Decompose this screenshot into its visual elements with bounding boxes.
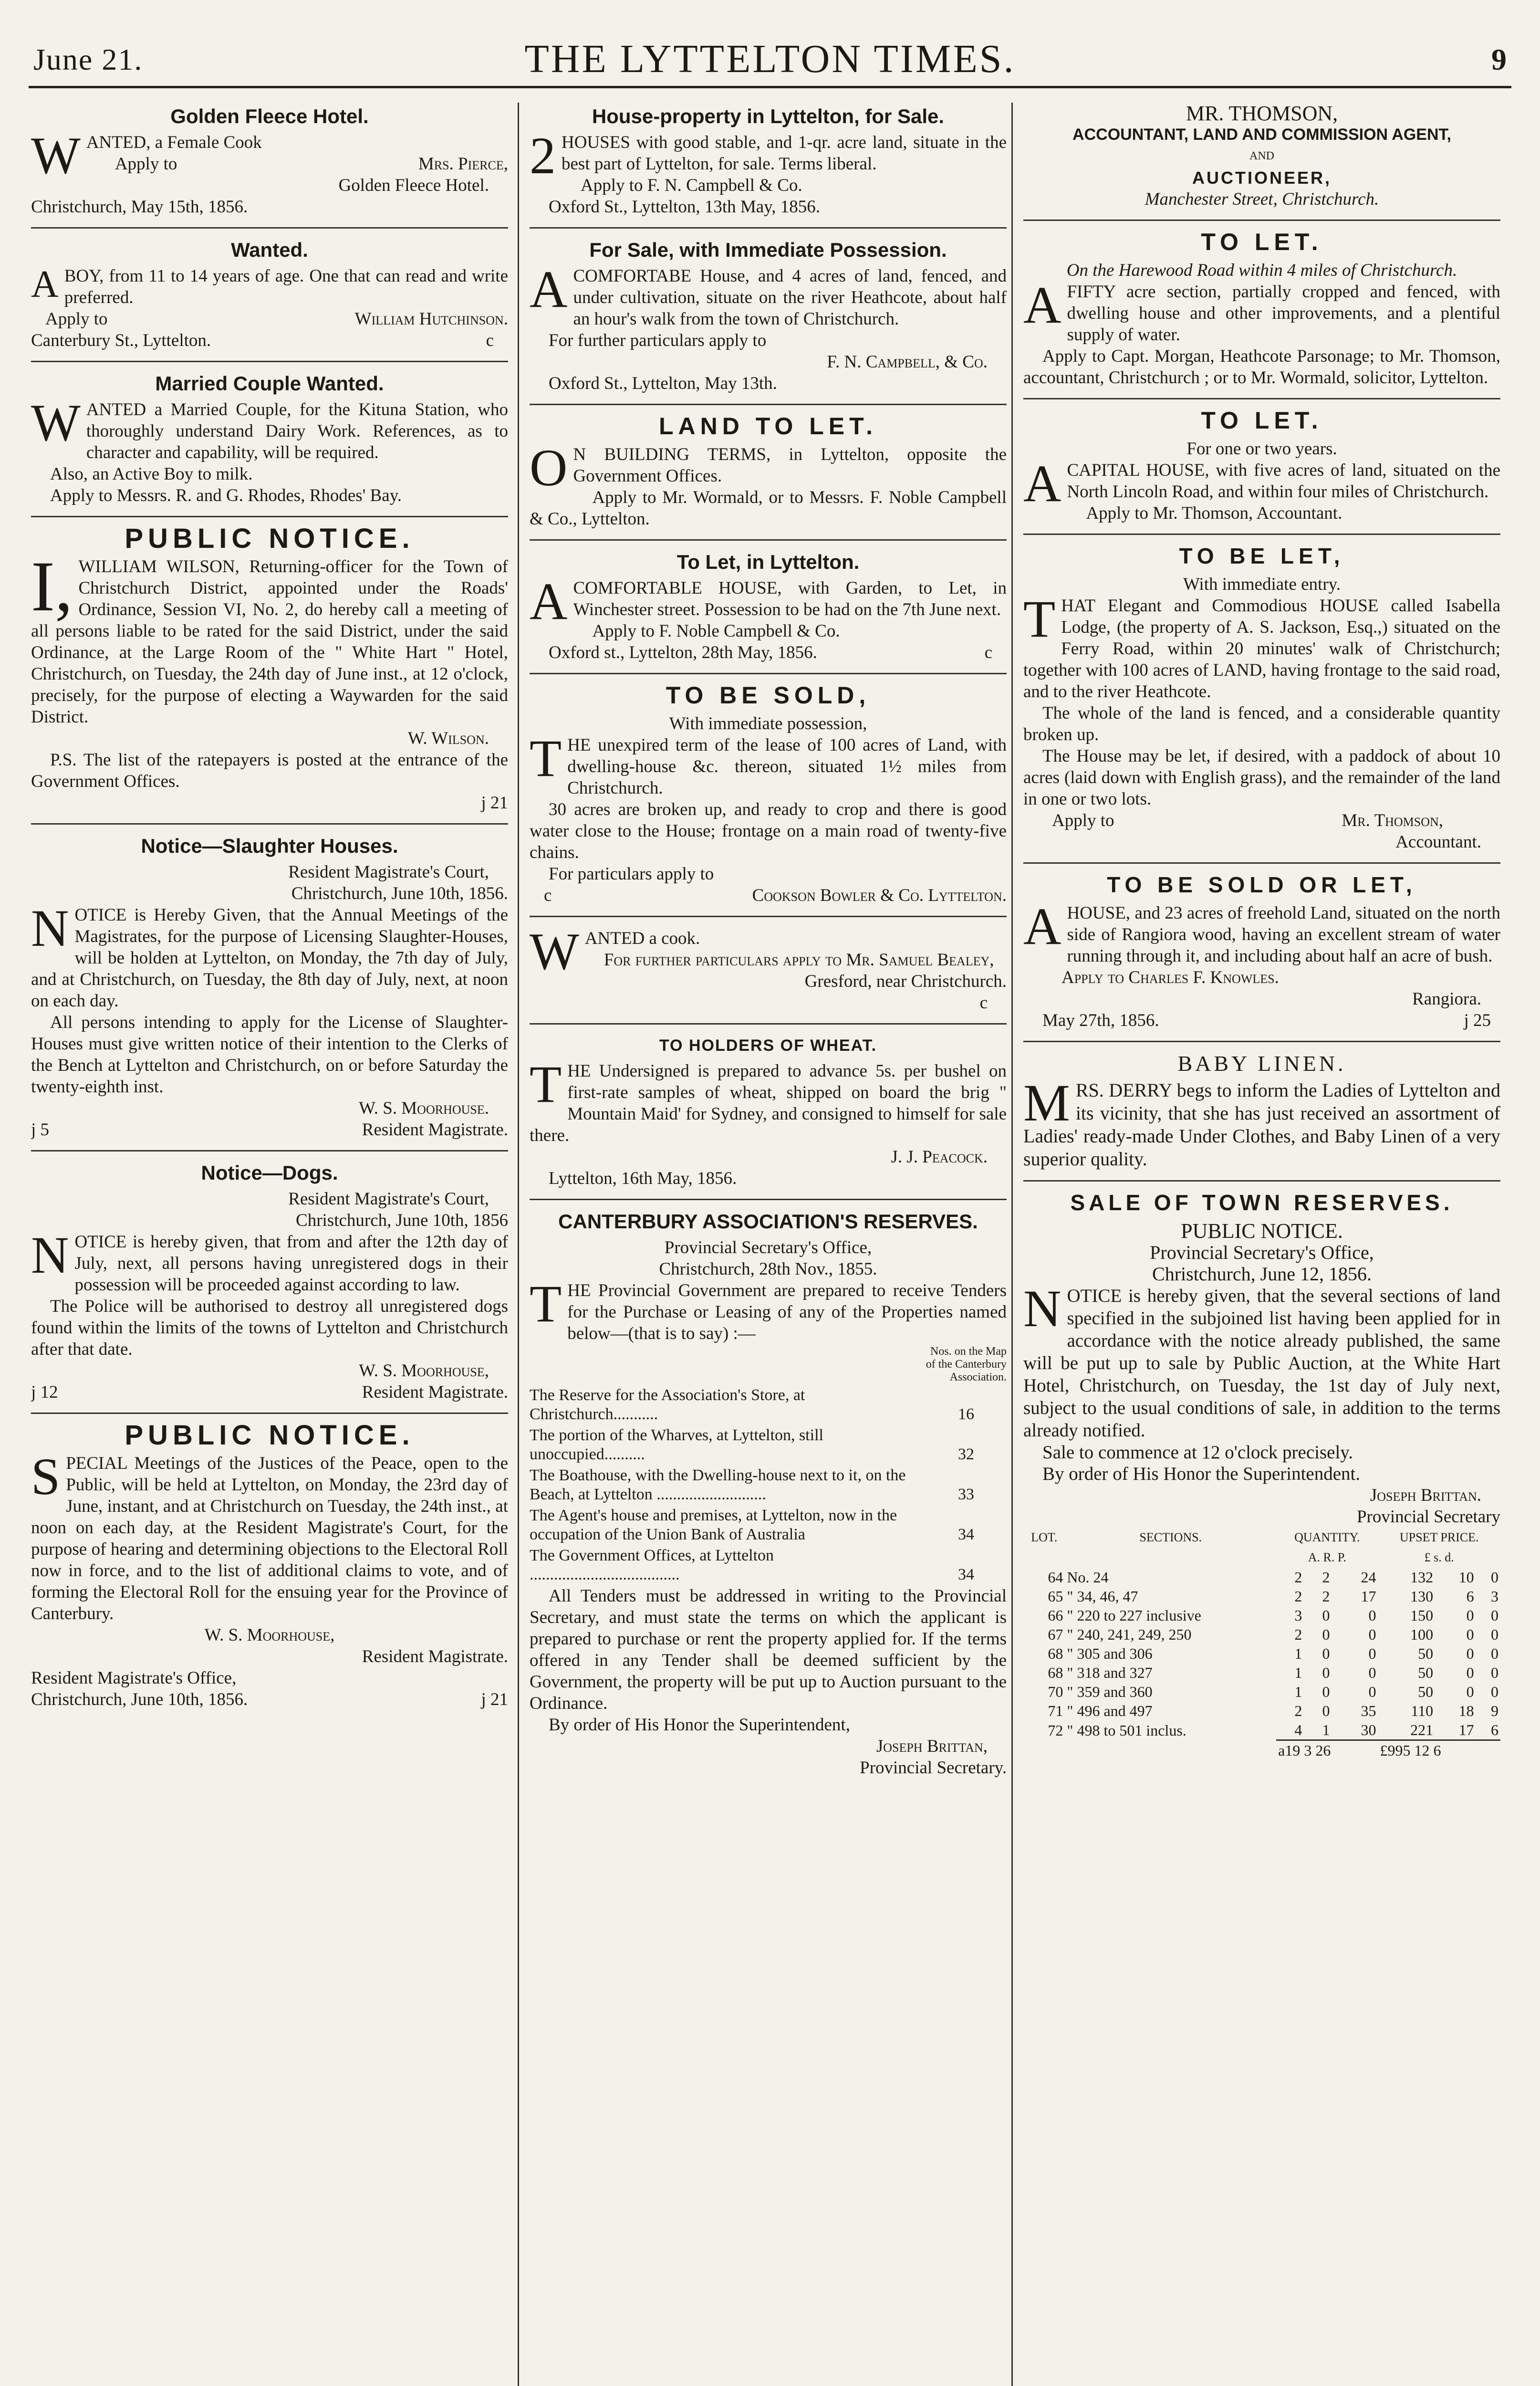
lot-d: 0: [1491, 1683, 1498, 1700]
lot-r: 2: [1322, 1588, 1330, 1605]
lot-sections: " 305 and 306: [1067, 1645, 1153, 1662]
apply-text: Apply to F. Noble Campbell & Co.: [592, 621, 840, 641]
mark: c: [979, 993, 988, 1013]
apply-text: Apply to Mr. Wormald, or to Messrs. F. Noble Campbell & Co., Lyttelton.: [530, 488, 1007, 529]
ad-body: 30 acres are broken up, and ready to crop and there is good water close to the House; frontage on a main road of twenty-five chains.: [530, 800, 1007, 862]
newspaper-title: THE LYTTELTON TIMES.: [524, 37, 1016, 81]
ad-date: Christchurch, June 10th, 1856.: [291, 884, 508, 903]
ad-body: BOY, from 11 to 14 years of age. One that can read and write preferred.: [64, 266, 508, 307]
ad-code: j 5: [31, 1120, 50, 1140]
column-rule: [518, 103, 519, 2386]
lot-d: 3: [1491, 1588, 1498, 1605]
ad-title: To Let, in Lyttelton.: [676, 551, 860, 573]
ad-body: HE Undersigned is prepared to advance 5s. per bushel on first-rate samples of wheat, shipped on board the brig " Mountain Maid' for Sydney, and consigned to himself for sale there.: [530, 1061, 1007, 1145]
ad-to-be-sold: [530, 682, 1007, 917]
ad-code: j 21: [481, 1690, 508, 1709]
lot-s: 0: [1466, 1683, 1474, 1700]
lot-a: 1: [1294, 1645, 1302, 1662]
ad-title: TO LET.: [1201, 229, 1323, 255]
lot-s: 0: [1466, 1626, 1474, 1643]
ad-date: Christchurch, June 10th, 1856: [296, 1211, 508, 1230]
advertiser-name: Cookson Bowler & Co. Lyttelton.: [752, 886, 1007, 905]
masthead: [29, 33, 1511, 88]
ad-married-couple: [31, 373, 508, 517]
lot-r: 0: [1322, 1607, 1330, 1624]
ad-body: HOUSE, and 23 acres of freehold Land, situated on the north side of Rangiora wood, having an excellent stream of water running through it, and including about half an acre of bush.: [1067, 903, 1500, 966]
lot-r: 0: [1322, 1626, 1330, 1643]
conjunction: AND: [1249, 150, 1274, 162]
lot-r: 0: [1322, 1645, 1330, 1662]
signer-role: Resident Magistrate.: [362, 1382, 508, 1402]
order-text: By order of His Honor the Superintendent.: [1042, 1464, 1361, 1484]
ad-title: TO HOLDERS OF WHEAT.: [659, 1036, 877, 1055]
table-row: [1023, 1701, 1500, 1720]
ad-title: TO LET.: [1201, 407, 1323, 434]
ad-body: COMFORTABLE HOUSE, with Garden, to Let, in Winchester street. Possession to be had on the 7th June next.: [573, 578, 1007, 619]
property-desc: The Government Offices, at Lyttelton .....................................: [530, 1547, 774, 1583]
property-desc: The Reserve for the Association's Store, at Christchurch...........: [530, 1386, 805, 1423]
column-3: [1023, 103, 1500, 2386]
drop-cap: T: [530, 1055, 562, 1113]
ad-body: The whole of the land is fenced, and a considerable quantity broken up.: [1023, 703, 1500, 744]
ad-thomson: [1023, 103, 1500, 221]
lot-r: 0: [1322, 1664, 1330, 1681]
drop-cap: W: [31, 394, 81, 452]
drop-cap: A: [31, 263, 59, 305]
drop-cap: I,: [31, 547, 73, 626]
ad-body: OTICE is Hereby Given, that the Annual Meetings of the Magistrates, for the purpose of Licensing Slaughter-Houses, will be holden at Lyttelton, on Monday, the 7th day of July, and at Christchurch, on Tuesday, the 8th day of July, next, at noon on each day.: [31, 905, 508, 1011]
lot-r: 0: [1322, 1683, 1330, 1700]
drop-cap: S: [31, 1447, 61, 1506]
ad-body: The Police will be authorised to destroy all unregistered dogs found within the limits of the towns of Lyttelton and Christchurch after that date.: [31, 1297, 508, 1359]
lot-s: 0: [1466, 1645, 1474, 1662]
ad-to-let-lyttelton: [530, 551, 1007, 674]
lot-s: 0: [1466, 1607, 1474, 1624]
lot-p: 30: [1361, 1721, 1376, 1738]
lot-s: 0: [1466, 1664, 1474, 1681]
lot-p: 0: [1368, 1683, 1376, 1700]
signature: W. Wilson.: [407, 729, 489, 748]
ad-title: Married Couple Wanted.: [155, 372, 384, 395]
lot-p: 35: [1361, 1702, 1376, 1719]
lot-l: 221: [1410, 1721, 1434, 1738]
table-row: [1023, 1720, 1500, 1740]
ad-land-to-let: [530, 413, 1007, 541]
ad-title: TO BE SOLD,: [666, 682, 871, 709]
ad-title: For Sale, with Immediate Possession.: [589, 239, 947, 261]
ad-title: Golden Fleece Hotel.: [170, 105, 369, 127]
drop-cap: 2: [530, 126, 556, 185]
ad-date: Christchurch, May 15th, 1856.: [31, 197, 248, 217]
place: Rangiora.: [1412, 989, 1481, 1009]
ad-body: ANTED a Married Couple, for the Kituna Station, who thoroughly understand Dairy Work. References, as to character and capability, will be required.: [86, 400, 508, 462]
lot-p: 17: [1361, 1588, 1376, 1605]
table-row: [530, 1505, 1007, 1545]
drop-cap: W: [31, 126, 81, 185]
apply-text: Apply to: [45, 309, 108, 329]
apply-text: Apply to Capt. Morgan, Heathcote Parsonage; to Mr. Thomson, accountant, Christchurch ; or to Mr. Wormald, solicitor, Lyttelton.: [1023, 346, 1500, 387]
signature: Joseph Brittan.: [1370, 1486, 1481, 1505]
lot-l: 130: [1410, 1588, 1434, 1605]
lot-l: 132: [1410, 1569, 1434, 1586]
ad-subtitle: With immediate possession,: [669, 714, 867, 733]
origin: Resident Magistrate's Court,: [288, 862, 489, 882]
ad-title: PUBLIC NOTICE.: [125, 1420, 415, 1451]
drop-cap: W: [530, 922, 579, 981]
address: Gresford, near Christchurch.: [804, 972, 1007, 991]
ad-wanted-boy: [31, 239, 508, 362]
lot-l: 50: [1418, 1683, 1434, 1700]
map-number: 34: [958, 1566, 974, 1583]
signer-role: Provincial Secretary: [1356, 1507, 1500, 1527]
drop-cap: M: [1023, 1074, 1070, 1132]
map-number: 16: [958, 1405, 974, 1423]
table-row: [1023, 1568, 1500, 1587]
lot-lot: 68: [1048, 1664, 1063, 1681]
lot-d: 0: [1491, 1626, 1498, 1643]
lot-lot: 66: [1048, 1607, 1063, 1624]
lot-d: 6: [1491, 1721, 1498, 1738]
lot-l: 110: [1411, 1702, 1434, 1719]
ad-to-let-harewood: [1023, 231, 1500, 399]
lot-p: 0: [1368, 1645, 1376, 1662]
ad-body: HE unexpired term of the lease of 100 acres of Land, with dwelling-house &c. thereon, situated 1½ miles from Christchurch.: [567, 735, 1007, 798]
ad-date: Christchurch, 28th Nov., 1855.: [659, 1259, 877, 1279]
lot-r: 0: [1322, 1702, 1330, 1719]
property-desc: The Boathouse, with the Dwelling-house next to it, on the Beach, at Lyttelton ...........................: [530, 1466, 906, 1503]
ad-body: FIFTY acre section, partially cropped and fenced, with dwelling house and other improvements, and a plentiful supply of water.: [1067, 282, 1500, 345]
issue-date: June 21.: [33, 42, 143, 76]
drop-cap: A: [1023, 897, 1061, 955]
address: Oxford st., Lyttelton, 28th May, 1856.: [549, 643, 817, 662]
address: Oxford St., Lyttelton, 13th May, 1856.: [549, 197, 821, 217]
lot-a: 4: [1294, 1721, 1302, 1738]
drop-cap: A: [1023, 454, 1061, 513]
mark: c: [984, 643, 992, 662]
signature: W. S. Moorhouse,: [204, 1625, 335, 1645]
address: Oxford St., Lyttelton, May 13th.: [549, 374, 777, 393]
lot-s: 17: [1458, 1721, 1474, 1738]
ad-body: CAPITAL HOUSE, with five acres of land, situated on the North Lincoln Road, and within four miles of Christchurch.: [1067, 460, 1500, 502]
commence-text: Sale to commence at 12 o'clock precisely.: [1042, 1442, 1353, 1463]
lot-lot: 72: [1048, 1721, 1063, 1739]
order-text: By order of His Honor the Superintendent,: [549, 1715, 850, 1735]
ad-body: WILLIAM WILSON, Returning-officer for the Town of Christchurch District, appointed under the Roads' Ordinance, Session VI, No. 2, do hereby call a meeting of all persons liable to be rated for the said District, under the said Ordinance, at the Large Room of the " White Hart " Hotel, Christchurch, on Tuesday, the 24th day of June inst., at 12 o'clock, precisely, for the purpose of electing a Waywarden for the said District.: [31, 557, 508, 727]
lot-r: 2: [1322, 1569, 1330, 1586]
lot-p: 0: [1368, 1664, 1376, 1681]
apply-text: For further particulars apply to Mr. Samuel Bealey,: [604, 950, 994, 970]
mark: c: [486, 331, 494, 350]
lot-s: 10: [1458, 1569, 1474, 1586]
ad-title: TO BE SOLD OR LET,: [1107, 872, 1417, 897]
column-header: Nos. on the Map of the Canterbury Association.: [926, 1345, 1007, 1383]
table-row: [1023, 1663, 1500, 1682]
apply-text: For particulars apply to: [549, 864, 714, 884]
column-header: SECTIONS.: [1139, 1530, 1202, 1544]
address: Manchester Street, Christchurch.: [1145, 189, 1379, 209]
table-row: [1023, 1682, 1500, 1701]
table-row: [530, 1545, 1007, 1585]
origin: Resident Magistrate's Office,: [31, 1668, 237, 1688]
apply-text: For further particulars apply to: [549, 331, 767, 350]
lot-l: 50: [1418, 1645, 1434, 1662]
lot-p: 0: [1368, 1607, 1376, 1624]
ad-sale-of-town-reserves: [1023, 1192, 1500, 1769]
lot-d: 0: [1491, 1664, 1498, 1681]
ad-body: All persons intending to apply for the License of Slaughter-Houses must give written notice of their intention to the Clerks of the Bench at Lyttelton and Christchurch, on or before Saturday the twenty-eighth inst.: [31, 1013, 508, 1097]
map-number: 34: [958, 1526, 974, 1543]
lot-r: 1: [1322, 1721, 1330, 1738]
lot-lot: 68: [1048, 1645, 1063, 1662]
lot-a: 2: [1294, 1702, 1302, 1719]
lot-sections: " 359 and 360: [1067, 1683, 1153, 1700]
ad-golden-fleece: [31, 105, 508, 229]
ad-date: Christchurch, June 10th, 1856.: [31, 1690, 248, 1709]
ad-title: Wanted.: [231, 239, 308, 261]
origin: Provincial Secretary's Office,: [664, 1238, 872, 1257]
lot-a: 1: [1294, 1664, 1302, 1681]
drop-cap: T: [530, 1275, 562, 1333]
ad-body: ANTED a cook.: [584, 929, 700, 948]
origin: Resident Magistrate's Court,: [288, 1189, 489, 1209]
signature: W. S. Moorhouse.: [359, 1099, 489, 1118]
signer-role: Resident Magistrate.: [362, 1120, 508, 1140]
drop-cap: N: [1023, 1279, 1061, 1338]
drop-cap: A: [1023, 276, 1061, 334]
apply-text: Apply to F. N. Campbell & Co.: [581, 176, 802, 195]
lot-sections: No. 24: [1067, 1569, 1109, 1586]
ad-subtitle: On the Harewood Road within 4 miles of Christchurch.: [1066, 261, 1457, 280]
signature: Joseph Brittan,: [876, 1737, 988, 1756]
ad-immediate-possession: [530, 239, 1007, 405]
ad-association-reserves: [530, 1211, 1007, 1788]
column-subheader: A. R. P.: [1308, 1550, 1346, 1564]
advertiser-name: MR. THOMSON,: [1186, 103, 1338, 125]
profession: AUCTIONEER,: [1192, 168, 1332, 188]
ad-body: HE Provincial Government are prepared to receive Tenders for the Purchase or Leasing of any of the Properties named below—(that is to say) :—: [567, 1281, 1007, 1343]
lot-l: 50: [1418, 1664, 1434, 1681]
lot-a: 2: [1294, 1569, 1302, 1586]
ad-title: CANTERBURY ASSOCIATION'S RESERVES.: [558, 1210, 978, 1233]
lot-p: 0: [1368, 1626, 1376, 1643]
table-row: [530, 1385, 1007, 1425]
apply-text: Apply to: [114, 154, 177, 174]
column-rule: [1011, 103, 1013, 2386]
lot-sections: " 498 to 501 inclus.: [1067, 1721, 1186, 1739]
ad-title: LAND TO LET.: [659, 413, 877, 440]
table-row: [1023, 1606, 1500, 1625]
ad-to-be-sold-or-let: [1023, 874, 1500, 1042]
drop-cap: T: [1023, 590, 1056, 648]
signer-role: Provincial Secretary.: [860, 1758, 1007, 1778]
ad-date: May 27th, 1856.: [1042, 1011, 1159, 1030]
lot-a: 2: [1294, 1626, 1302, 1643]
advertiser-name: Mrs. Pierce,: [418, 154, 508, 174]
drop-cap: A: [530, 260, 568, 318]
apply-text: Apply to Mr. Thomson, Accountant.: [1086, 503, 1342, 523]
ad-cook: [530, 922, 1007, 1025]
signer-role: Resident Magistrate.: [362, 1647, 508, 1666]
advertiser-name: William Hutchinson.: [354, 309, 508, 329]
lot-l: 150: [1410, 1607, 1434, 1624]
lot-a: 3: [1294, 1607, 1302, 1624]
lot-a: 2: [1294, 1588, 1302, 1605]
ad-date: Lyttelton, 16th May, 1856.: [549, 1169, 737, 1188]
page-number: 9: [1491, 42, 1507, 76]
ad-body: Also, an Active Boy to milk.: [50, 464, 253, 484]
address: Canterbury St., Lyttelton.: [31, 331, 211, 350]
lot-d: 0: [1491, 1569, 1498, 1586]
table-row: [1023, 1625, 1500, 1644]
ad-dogs: [31, 1162, 508, 1414]
ad-holders-of-wheat: [530, 1035, 1007, 1200]
lots-table: [1023, 1528, 1500, 1760]
drop-cap: N: [31, 899, 69, 957]
ad-body: All Tenders must be addressed in writing to the Provincial Secretary, and must state the terms on which the applicant is prepared to purchase or rent the property applied for. If the terms offered in any Tender shall be deemed sufficient by the Government, the property will be put up to Auction pursuant to the Ordinance.: [530, 1586, 1007, 1713]
signer-role: Accountant.: [1395, 832, 1481, 852]
signature: J. J. Peacock.: [891, 1147, 988, 1167]
ad-to-let-capital-house: [1023, 407, 1500, 535]
ad-code: j 25: [1464, 1011, 1491, 1030]
ad-to-be-let-isabella-lodge: [1023, 545, 1500, 864]
ad-title: PUBLIC NOTICE.: [125, 523, 415, 554]
ad-body: ANTED, a Female Cook: [86, 133, 262, 152]
ad-body: OTICE is hereby given, that the several sections of land specified in the subjoined list having been applied for in accordance with the notice already published, the same will be put up to sale by Public Auction, at the White Hart Hotel, Christchurch, on Tuesday, the 1st day of July next, subject to the usual conditions of sale, in addition to the terms already notified.: [1023, 1286, 1500, 1441]
lot-sections: " 240, 241, 249, 250: [1067, 1626, 1192, 1643]
drop-cap: O: [530, 439, 568, 497]
column-2: [530, 103, 1007, 2386]
ad-body: COMFORTABE House, and 4 acres of land, fenced, and under cultivation, situate on the river Heathcote, about half an hour's walk from the town of Christchurch.: [573, 266, 1007, 329]
ad-body: OTICE is hereby given, that from and after the 12th day of July, next, all persons having unregistered dogs in their possession will be proceeded against according to law.: [74, 1232, 508, 1295]
ad-body: The House may be let, if desired, with a paddock of about 10 acres (laid down with English grass), and the remainder of the land in one or two lots.: [1023, 746, 1500, 809]
lot-s: 18: [1458, 1702, 1474, 1719]
lot-s: 6: [1466, 1588, 1474, 1605]
drop-cap: N: [31, 1226, 69, 1284]
ad-title: BABY LINEN.: [1177, 1051, 1346, 1076]
column-header: QUANTITY.: [1294, 1530, 1360, 1544]
ad-title: TO BE LET,: [1179, 544, 1345, 568]
ad-baby-linen: [1023, 1053, 1500, 1182]
ad-body: HAT Elegant and Commodious HOUSE called Isabella Lodge, (the property of A. S. Jackson, Esq.,) situated on the Ferry Road, within 20 minutes' walk of Christchurch; together with 100 acres of LAND, having frontage to the said road, and to the river Heathcote.: [1023, 596, 1500, 701]
apply-text: Apply to Messrs. R. and G. Rhodes, Rhodes' Bay.: [50, 486, 402, 505]
profession: ACCOUNTANT, LAND AND COMMISSION AGENT,: [1072, 126, 1451, 144]
advertiser-name: Mr. Thomson,: [1342, 811, 1443, 830]
lot-d: 9: [1491, 1702, 1498, 1719]
apply-text: Apply to Charles F. Knowles.: [1061, 968, 1279, 987]
drop-cap: T: [530, 729, 562, 787]
advertiser-name: F. N. Campbell, & Co.: [827, 352, 988, 372]
lot-a: 1: [1294, 1683, 1302, 1700]
total-quantity: a19 3 26: [1276, 1740, 1378, 1760]
column-subheader: £ s. d.: [1424, 1550, 1454, 1564]
ad-date: Christchurch, June 12, 1856.: [1152, 1263, 1372, 1285]
lot-sections: " 318 and 327: [1067, 1664, 1153, 1681]
table-row: [530, 1425, 1007, 1465]
lot-lot: 64: [1048, 1569, 1063, 1586]
lot-lot: 67: [1048, 1626, 1063, 1643]
ad-subtitle: With immediate entry.: [1183, 575, 1341, 594]
lot-lot: 65: [1048, 1588, 1063, 1605]
map-number: 33: [958, 1486, 974, 1503]
lot-l: 100: [1410, 1626, 1434, 1643]
lot-d: 0: [1491, 1645, 1498, 1662]
ad-body: HOUSES with good stable, and 1-qr. acre land, situate in the best part of Lyttelton, for sale. Terms liberal.: [562, 133, 1007, 174]
ad-body: N BUILDING TERMS, in Lyttelton, opposite the Government Offices.: [573, 445, 1007, 486]
lot-lot: 70: [1048, 1683, 1063, 1700]
total-price: £995 12 6: [1378, 1740, 1500, 1760]
lot-d: 0: [1491, 1607, 1498, 1624]
ad-body: RS. DERRY begs to inform the Ladies of Lyttelton and its vicinity, that she has just received an assortment of Ladies' ready-made Under Clothes, and Baby Linen of a very superior quality.: [1023, 1079, 1500, 1170]
ad-public-notice-justices: [31, 1420, 508, 1720]
ad-title: House-property in Lyttelton, for Sale.: [592, 105, 945, 127]
property-desc: The Agent's house and premises, at Lyttelton, now in the occupation of the Union Bank of Australia: [530, 1507, 897, 1543]
ad-code: j 12: [31, 1382, 58, 1402]
ad-slaughter-houses: [31, 835, 508, 1151]
ad-body: PECIAL Meetings of the Justices of the Peace, open to the Public, will be held at Lyttelton, on Monday, the 23rd day of June, instant, and at Christchurch on Tuesday, the 24th inst., at noon on each day, at the Resident Magistrate's Court, for the purpose of hearing and determining objections to the Electoral Roll now in force, and to the list of additional claims to vote, and of forming the Electoral Roll for the ensuing year for the Province of Canterbury.: [31, 1454, 508, 1623]
ad-title: Notice—Dogs.: [201, 1162, 338, 1184]
notice-heading: PUBLIC NOTICE.: [1181, 1219, 1343, 1243]
ad-title: SALE OF TOWN RESERVES.: [1070, 1190, 1454, 1215]
property-desc: The portion of the Wharves, at Lyttelton, still unoccupied..........: [530, 1426, 823, 1463]
postscript: P.S. The list of the ratepayers is posted at the entrance of the Government Offices.: [31, 750, 508, 791]
origin: Provincial Secretary's Office,: [1150, 1242, 1374, 1263]
lot-sections: " 220 to 227 inclusive: [1067, 1607, 1201, 1624]
ad-title: Notice—Slaughter Houses.: [141, 835, 398, 857]
column-header: LOT.: [1031, 1530, 1058, 1544]
ad-code: j 21: [481, 793, 508, 813]
ad-house-property: [530, 105, 1007, 229]
apply-text: Apply to: [1052, 811, 1114, 830]
table-row: [530, 1465, 1007, 1505]
column-1: [31, 103, 508, 2386]
table-row: [1023, 1587, 1500, 1606]
table-row: [1023, 1644, 1500, 1663]
mark: c: [544, 886, 552, 905]
signature: W. S. Moorhouse,: [359, 1361, 489, 1381]
lot-sections: " 34, 46, 47: [1067, 1588, 1138, 1605]
lot-lot: 71: [1048, 1702, 1063, 1719]
lot-sections: " 496 and 497: [1067, 1702, 1153, 1719]
ad-public-notice-wilson: [31, 523, 508, 825]
map-number: 32: [958, 1445, 974, 1463]
reserves-table: [530, 1344, 1007, 1585]
lot-p: 24: [1361, 1569, 1376, 1586]
place: Golden Fleece Hotel.: [338, 176, 489, 195]
drop-cap: A: [530, 572, 568, 630]
ad-subtitle: For one or two years.: [1186, 439, 1337, 459]
column-header: UPSET PRICE.: [1399, 1530, 1479, 1544]
